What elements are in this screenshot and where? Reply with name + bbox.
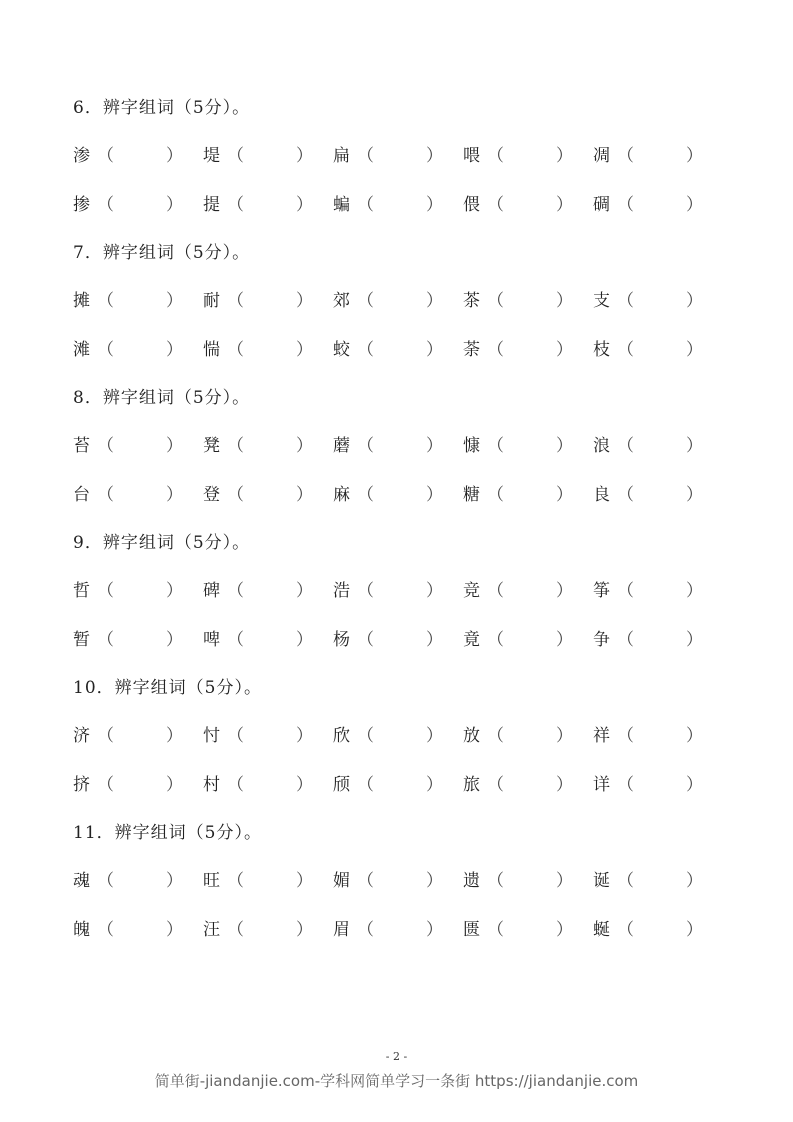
word-blank-item <box>73 483 203 507</box>
blank-close-paren: ） <box>426 291 443 311</box>
character: 扁 <box>333 146 350 166</box>
blank-close-paren: ） <box>426 484 443 505</box>
character: 惴 <box>203 339 220 360</box>
word-blank-item <box>463 628 593 652</box>
character: 滩 <box>73 339 90 360</box>
character: 堤 <box>203 146 220 166</box>
blank-open-paren[interactable]: （ <box>227 871 244 891</box>
word-blank-item <box>203 193 333 217</box>
word-blank-item <box>333 338 463 362</box>
word-row <box>73 773 723 822</box>
blank-open-paren[interactable]: （ <box>617 919 634 940</box>
character: 蛟 <box>333 339 350 360</box>
character: 村 <box>203 774 220 795</box>
character: 郊 <box>333 291 350 311</box>
word-blank-item <box>73 434 203 458</box>
word-blank-item <box>593 579 723 603</box>
blank-close-paren: ） <box>166 871 183 891</box>
blank-close-paren: ） <box>296 436 313 456</box>
word-blank-item <box>333 773 463 797</box>
blank-close-paren: ） <box>296 726 313 746</box>
word-blank-item <box>333 724 463 748</box>
blank-close-paren: ） <box>686 871 703 891</box>
word-row <box>73 869 723 918</box>
word-blank-item <box>463 869 593 893</box>
character: 蘑 <box>333 436 350 456</box>
word-blank-item <box>73 628 203 652</box>
word-row <box>73 289 723 338</box>
word-blank-item <box>593 144 723 168</box>
blank-open-paren[interactable]: （ <box>97 339 114 360</box>
word-row <box>73 434 723 483</box>
character: 碉 <box>593 194 610 215</box>
character: 耐 <box>203 291 220 311</box>
character: 蝙 <box>333 194 350 215</box>
blank-close-paren: ） <box>166 581 183 601</box>
blank-close-paren: ） <box>296 194 313 215</box>
character: 蜒 <box>593 919 610 940</box>
blank-close-paren: ） <box>296 339 313 360</box>
blank-open-paren[interactable]: （ <box>487 146 504 166</box>
word-blank-item <box>203 724 333 748</box>
blank-open-paren[interactable]: （ <box>357 194 374 215</box>
blank-open-paren[interactable]: （ <box>97 484 114 505</box>
blank-close-paren: ） <box>166 146 183 166</box>
blank-open-paren[interactable]: （ <box>357 339 374 360</box>
question-section <box>73 386 723 531</box>
blank-open-paren[interactable]: （ <box>617 581 634 601</box>
blank-open-paren[interactable]: （ <box>617 194 634 215</box>
word-blank-item <box>203 918 333 942</box>
word-blank-item <box>463 144 593 168</box>
blank-close-paren: ） <box>166 629 183 650</box>
word-blank-item <box>73 724 203 748</box>
word-blank-item <box>203 483 333 507</box>
blank-open-paren[interactable]: （ <box>227 436 244 456</box>
word-blank-item <box>333 144 463 168</box>
word-blank-item <box>73 773 203 797</box>
blank-close-paren: ） <box>686 581 703 601</box>
blank-open-paren[interactable]: （ <box>357 871 374 891</box>
question-title: 11．辨字组词（5分）。 <box>73 823 262 843</box>
blank-close-paren: ） <box>426 339 443 360</box>
character: 暂 <box>73 629 90 650</box>
character: 魂 <box>73 871 90 891</box>
word-blank-item <box>593 773 723 797</box>
character: 汪 <box>203 919 220 940</box>
word-blank-item <box>333 628 463 652</box>
word-blank-item <box>203 289 333 313</box>
word-blank-item <box>73 144 203 168</box>
blank-open-paren[interactable]: （ <box>97 581 114 601</box>
blank-open-paren[interactable]: （ <box>487 484 504 505</box>
character: 浩 <box>333 581 350 601</box>
character: 杨 <box>333 629 350 650</box>
blank-close-paren: ） <box>556 774 573 795</box>
blank-open-paren[interactable]: （ <box>487 436 504 456</box>
word-blank-item <box>203 869 333 893</box>
blank-close-paren: ） <box>296 629 313 650</box>
word-blank-item <box>203 579 333 603</box>
blank-close-paren: ） <box>296 484 313 505</box>
blank-close-paren: ） <box>166 726 183 746</box>
blank-close-paren: ） <box>426 919 443 940</box>
blank-open-paren[interactable]: （ <box>357 146 374 166</box>
question-title: 7．辨字组词（5分）。 <box>73 243 251 263</box>
blank-close-paren: ） <box>686 291 703 311</box>
blank-close-paren: ） <box>686 919 703 940</box>
character: 啤 <box>203 629 220 650</box>
blank-close-paren: ） <box>556 871 573 891</box>
word-blank-item <box>73 869 203 893</box>
blank-close-paren: ） <box>166 339 183 360</box>
blank-close-paren: ） <box>686 146 703 166</box>
blank-open-paren[interactable]: （ <box>357 726 374 746</box>
character: 竟 <box>463 629 480 650</box>
character: 台 <box>73 484 90 505</box>
character: 旺 <box>203 871 220 891</box>
blank-open-paren[interactable]: （ <box>97 726 114 746</box>
character: 挤 <box>73 774 90 795</box>
character: 竞 <box>463 581 480 601</box>
question-section <box>73 531 723 676</box>
character: 浪 <box>593 436 610 456</box>
blank-open-paren[interactable]: （ <box>487 629 504 650</box>
word-blank-item <box>463 434 593 458</box>
word-blank-item <box>73 918 203 942</box>
word-blank-item <box>203 338 333 362</box>
word-blank-item <box>593 483 723 507</box>
character: 糖 <box>463 484 480 505</box>
word-blank-item <box>203 773 333 797</box>
word-row <box>73 338 723 387</box>
blank-close-paren: ） <box>686 726 703 746</box>
word-blank-item <box>463 579 593 603</box>
blank-open-paren[interactable]: （ <box>97 194 114 215</box>
blank-close-paren: ） <box>686 436 703 456</box>
word-blank-item <box>463 338 593 362</box>
question-title: 6．辨字组词（5分）。 <box>73 98 251 118</box>
character: 旅 <box>463 774 480 795</box>
blank-open-paren[interactable]: （ <box>617 774 634 795</box>
character: 筝 <box>593 581 610 601</box>
word-blank-item <box>463 193 593 217</box>
word-blank-item <box>73 193 203 217</box>
blank-open-paren[interactable]: （ <box>357 436 374 456</box>
blank-close-paren: ） <box>426 774 443 795</box>
blank-open-paren[interactable]: （ <box>227 726 244 746</box>
character: 提 <box>203 194 220 215</box>
word-row <box>73 144 723 193</box>
question-section <box>73 821 723 966</box>
word-blank-item <box>73 579 203 603</box>
question-title: 9．辨字组词（5分）。 <box>73 533 251 553</box>
word-blank-item <box>333 289 463 313</box>
word-row <box>73 628 723 677</box>
blank-close-paren: ） <box>556 484 573 505</box>
blank-close-paren: ） <box>166 291 183 311</box>
blank-open-paren[interactable]: （ <box>227 919 244 940</box>
blank-open-paren[interactable]: （ <box>357 919 374 940</box>
word-row <box>73 724 723 773</box>
blank-close-paren: ） <box>426 436 443 456</box>
character: 哲 <box>73 581 90 601</box>
blank-open-paren[interactable]: （ <box>227 774 244 795</box>
blank-close-paren: ） <box>686 484 703 505</box>
word-blank-item <box>593 338 723 362</box>
character: 争 <box>593 629 610 650</box>
word-blank-item <box>593 193 723 217</box>
word-blank-item <box>333 193 463 217</box>
blank-open-paren[interactable]: （ <box>97 629 114 650</box>
blank-close-paren: ） <box>426 726 443 746</box>
word-blank-item <box>463 724 593 748</box>
blank-open-paren[interactable]: （ <box>227 291 244 311</box>
question-title: 10．辨字组词（5分）。 <box>73 678 262 698</box>
blank-close-paren: ） <box>556 436 573 456</box>
character: 掺 <box>73 194 90 215</box>
word-blank-item <box>73 289 203 313</box>
blank-close-paren: ） <box>686 629 703 650</box>
character: 登 <box>203 484 220 505</box>
character: 支 <box>593 291 610 311</box>
blank-close-paren: ） <box>426 581 443 601</box>
character: 魄 <box>73 919 90 940</box>
blank-close-paren: ） <box>556 146 573 166</box>
word-blank-item <box>73 338 203 362</box>
blank-close-paren: ） <box>166 774 183 795</box>
blank-open-paren[interactable]: （ <box>227 581 244 601</box>
blank-close-paren: ） <box>686 774 703 795</box>
word-blank-item <box>593 869 723 893</box>
word-blank-item <box>593 289 723 313</box>
blank-open-paren[interactable]: （ <box>617 291 634 311</box>
blank-open-paren[interactable]: （ <box>487 339 504 360</box>
blank-open-paren[interactable]: （ <box>487 581 504 601</box>
word-blank-item <box>203 628 333 652</box>
character: 枝 <box>593 339 610 360</box>
character: 喂 <box>463 146 480 166</box>
blank-close-paren: ） <box>686 194 703 215</box>
character: 详 <box>593 774 610 795</box>
page-number: - 2 - <box>385 1050 408 1063</box>
blank-open-paren[interactable]: （ <box>487 871 504 891</box>
blank-close-paren: ） <box>296 581 313 601</box>
character: 媚 <box>333 871 350 891</box>
character: 祥 <box>593 726 610 746</box>
blank-open-paren[interactable]: （ <box>227 339 244 360</box>
blank-close-paren: ） <box>556 194 573 215</box>
blank-open-paren[interactable]: （ <box>617 629 634 650</box>
character: 渗 <box>73 146 90 166</box>
character: 碑 <box>203 581 220 601</box>
blank-open-paren[interactable]: （ <box>617 726 634 746</box>
blank-open-paren[interactable]: （ <box>227 194 244 215</box>
character: 放 <box>463 726 480 746</box>
character: 苔 <box>73 436 90 456</box>
blank-close-paren: ） <box>296 919 313 940</box>
character: 忖 <box>203 726 220 746</box>
blank-open-paren[interactable]: （ <box>617 339 634 360</box>
blank-close-paren: ） <box>426 194 443 215</box>
blank-close-paren: ） <box>166 919 183 940</box>
question-title: 8．辨字组词（5分）。 <box>73 388 251 408</box>
blank-close-paren: ） <box>426 871 443 891</box>
word-blank-item <box>333 434 463 458</box>
blank-open-paren[interactable]: （ <box>617 484 634 505</box>
blank-open-paren[interactable]: （ <box>357 484 374 505</box>
word-blank-item <box>593 434 723 458</box>
character: 济 <box>73 726 90 746</box>
character: 摊 <box>73 291 90 311</box>
character: 荼 <box>463 339 480 360</box>
blank-open-paren[interactable]: （ <box>357 291 374 311</box>
character: 凳 <box>203 436 220 456</box>
blank-open-paren[interactable]: （ <box>97 436 114 456</box>
character: 慷 <box>463 436 480 456</box>
blank-open-paren[interactable]: （ <box>357 581 374 601</box>
blank-open-paren[interactable]: （ <box>617 436 634 456</box>
blank-close-paren: ） <box>556 919 573 940</box>
blank-open-paren[interactable]: （ <box>487 194 504 215</box>
blank-open-paren[interactable]: （ <box>487 726 504 746</box>
blank-close-paren: ） <box>686 339 703 360</box>
question-section <box>73 96 723 241</box>
character: 颀 <box>333 774 350 795</box>
blank-open-paren[interactable]: （ <box>97 291 114 311</box>
word-row <box>73 193 723 242</box>
word-row <box>73 579 723 628</box>
blank-open-paren[interactable]: （ <box>227 146 244 166</box>
blank-open-paren[interactable]: （ <box>97 774 114 795</box>
blank-close-paren: ） <box>426 146 443 166</box>
word-blank-item <box>203 434 333 458</box>
word-blank-item <box>203 144 333 168</box>
blank-open-paren[interactable]: （ <box>357 629 374 650</box>
blank-open-paren[interactable]: （ <box>487 919 504 940</box>
blank-close-paren: ） <box>556 291 573 311</box>
blank-close-paren: ） <box>556 581 573 601</box>
character: 眉 <box>333 919 350 940</box>
character: 欣 <box>333 726 350 746</box>
character: 良 <box>593 484 610 505</box>
word-row <box>73 918 723 967</box>
character: 麻 <box>333 484 350 505</box>
footer-watermark: 简单街-jiandanjie.com-学科网简单学习一条街 https://jiandanjie.com <box>154 1072 639 1090</box>
blank-close-paren: ） <box>556 726 573 746</box>
character: 茶 <box>463 291 480 311</box>
blank-open-paren[interactable]: （ <box>357 774 374 795</box>
blank-open-paren[interactable]: （ <box>617 146 634 166</box>
question-section <box>73 676 723 821</box>
exercise-content <box>73 96 723 966</box>
blank-close-paren: ） <box>556 629 573 650</box>
character: 遗 <box>463 871 480 891</box>
word-blank-item <box>333 869 463 893</box>
character: 诞 <box>593 871 610 891</box>
word-blank-item <box>593 724 723 748</box>
blank-open-paren[interactable]: （ <box>227 629 244 650</box>
blank-close-paren: ） <box>296 146 313 166</box>
word-row <box>73 483 723 532</box>
blank-open-paren[interactable]: （ <box>617 871 634 891</box>
word-blank-item <box>463 773 593 797</box>
blank-close-paren: ） <box>166 436 183 456</box>
blank-open-paren[interactable]: （ <box>487 291 504 311</box>
word-blank-item <box>463 918 593 942</box>
character: 偎 <box>463 194 480 215</box>
blank-close-paren: ） <box>166 194 183 215</box>
character: 匮 <box>463 919 480 940</box>
blank-open-paren[interactable]: （ <box>487 774 504 795</box>
blank-open-paren[interactable]: （ <box>97 871 114 891</box>
character: 凋 <box>593 146 610 166</box>
word-blank-item <box>593 628 723 652</box>
blank-open-paren[interactable]: （ <box>97 919 114 940</box>
word-blank-item <box>463 483 593 507</box>
blank-close-paren: ） <box>296 291 313 311</box>
blank-close-paren: ） <box>296 871 313 891</box>
word-blank-item <box>593 918 723 942</box>
word-blank-item <box>333 579 463 603</box>
blank-close-paren: ） <box>296 774 313 795</box>
word-blank-item <box>463 289 593 313</box>
word-blank-item <box>333 483 463 507</box>
blank-close-paren: ） <box>166 484 183 505</box>
blank-open-paren[interactable]: （ <box>97 146 114 166</box>
word-blank-item <box>333 918 463 942</box>
blank-close-paren: ） <box>426 629 443 650</box>
blank-close-paren: ） <box>556 339 573 360</box>
blank-open-paren[interactable]: （ <box>227 484 244 505</box>
question-section <box>73 241 723 386</box>
